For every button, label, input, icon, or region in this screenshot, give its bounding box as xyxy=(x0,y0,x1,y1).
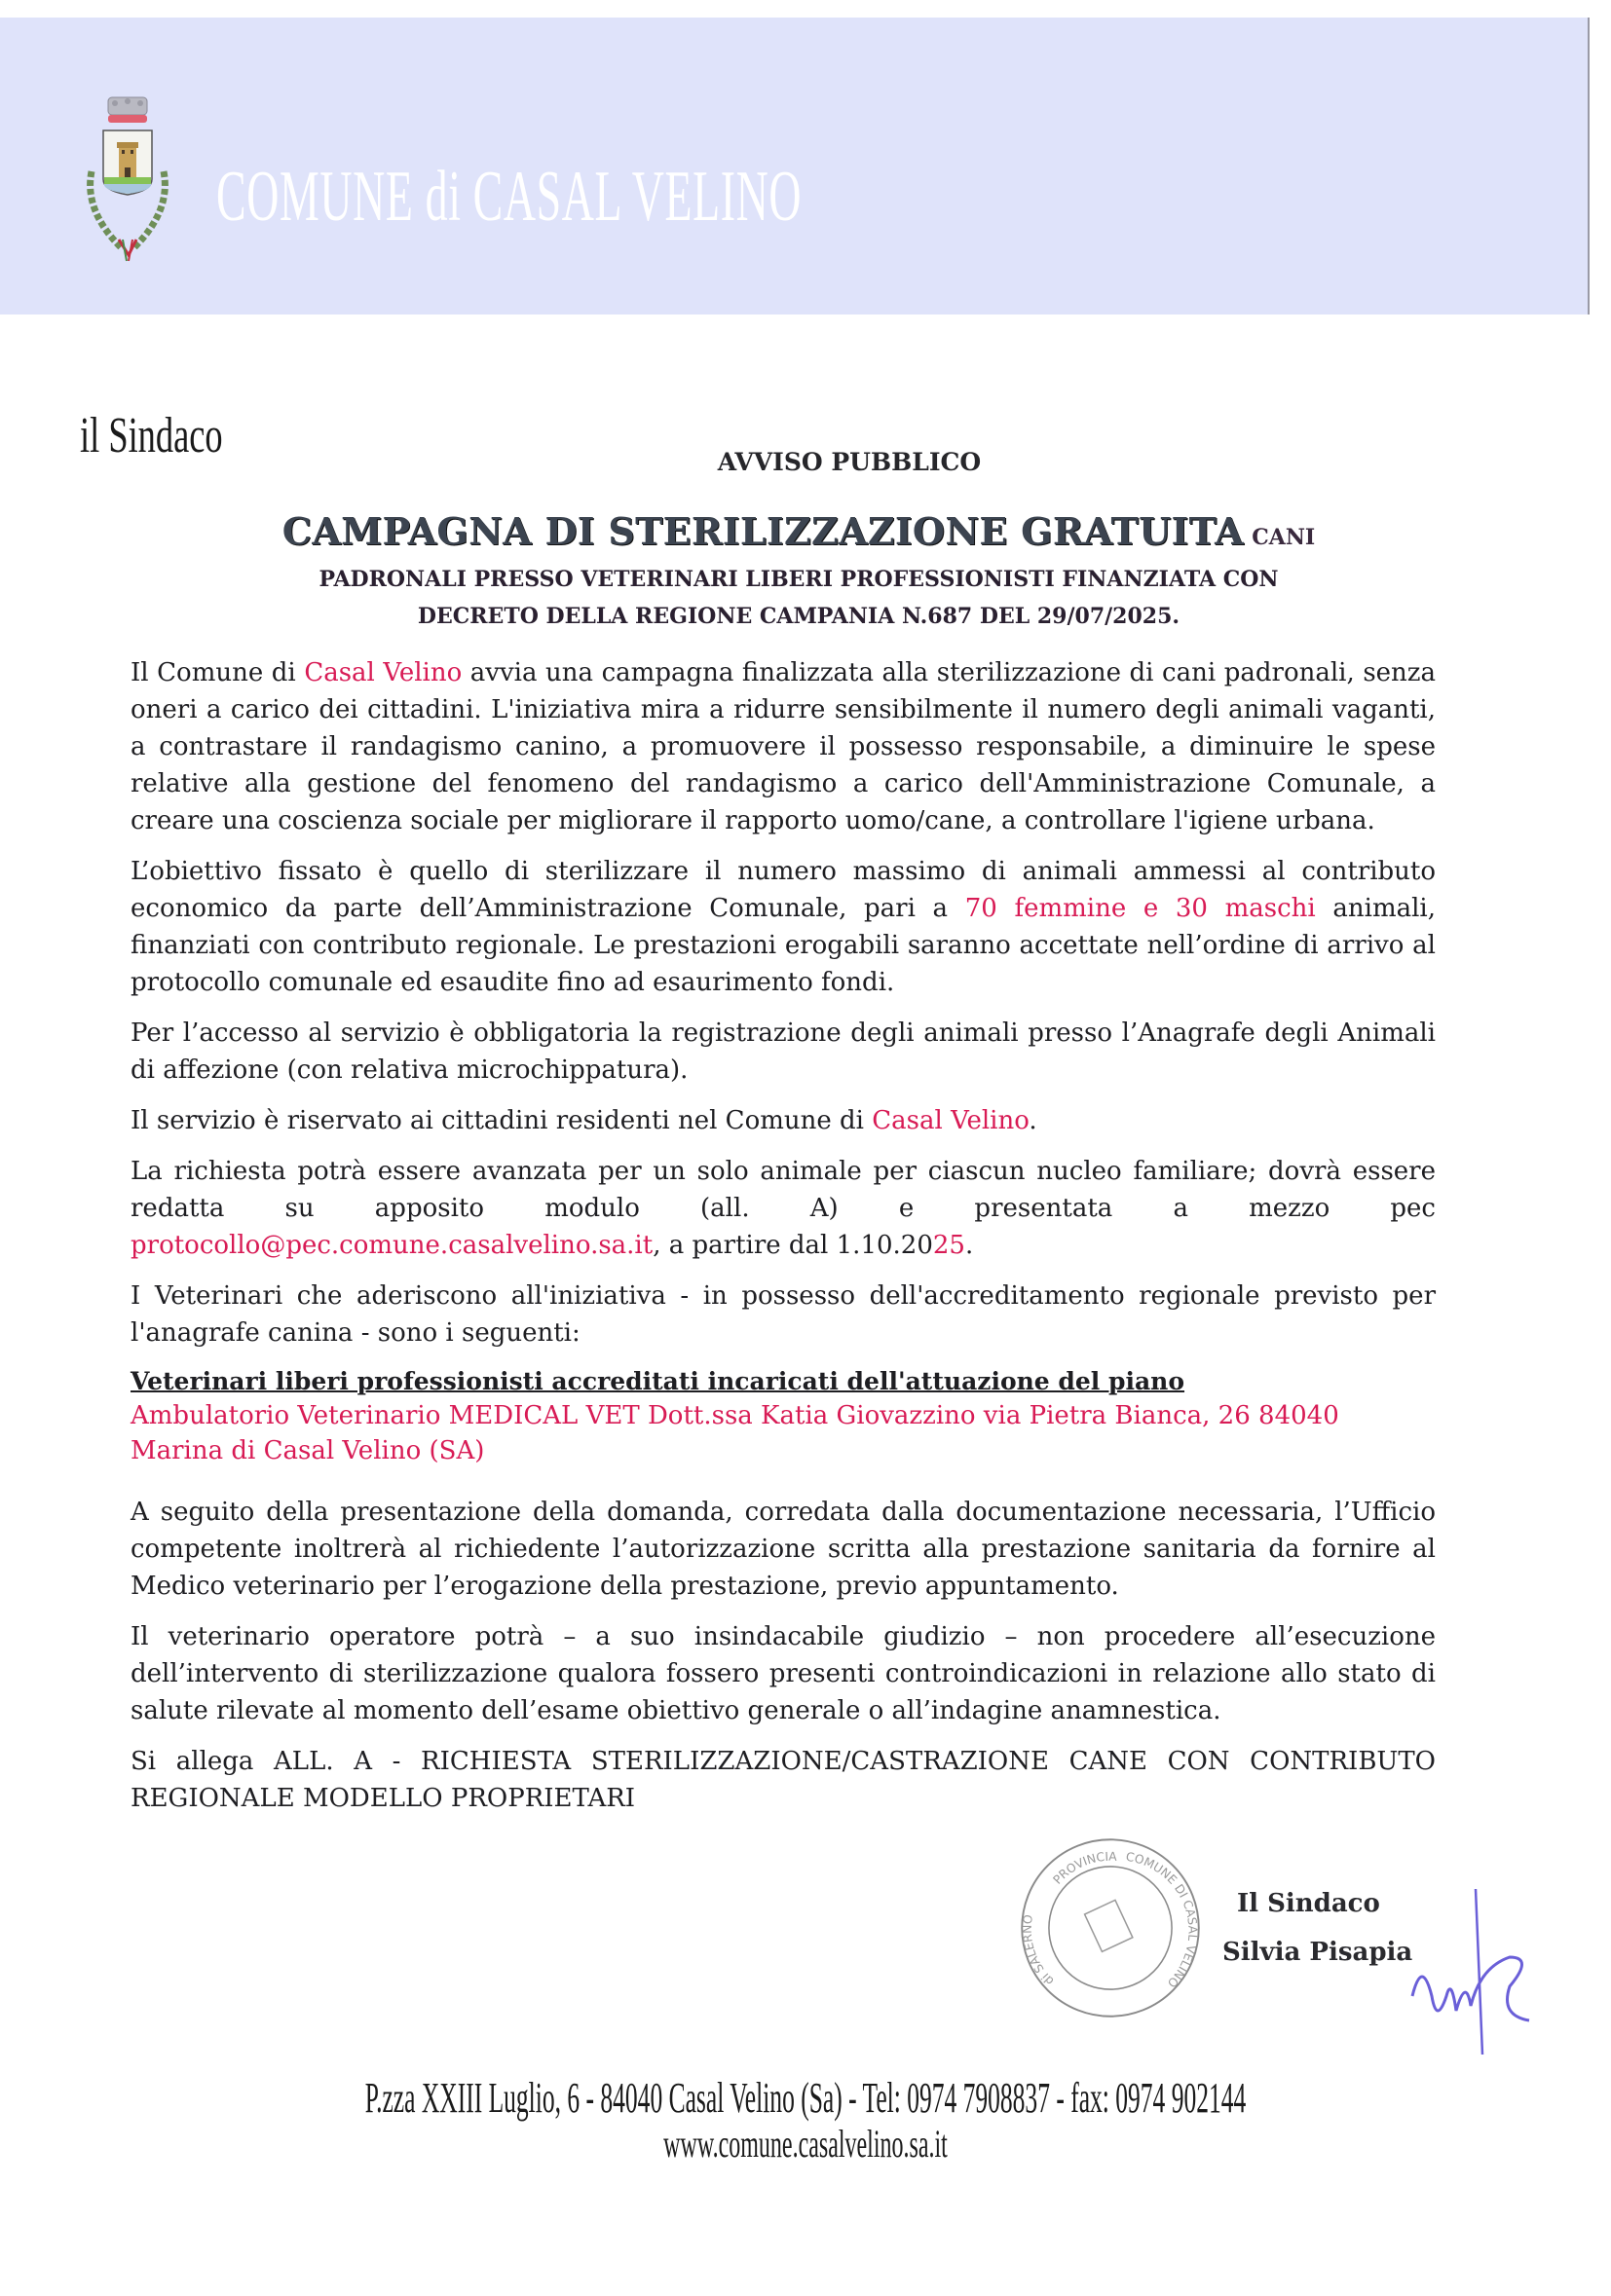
highlight-municipality: Casal Velino xyxy=(872,1106,1030,1135)
svg-text:di SALERNO xyxy=(1021,1913,1057,1987)
text: animali, finanziati con contributo regionale. Le prestazioni erogabili saranno accettate nell’ordine di arrivo al protocollo comunale ed esaudite fino ad esaurimento fondi. xyxy=(131,894,1437,997)
letterhead-band xyxy=(0,18,1590,315)
signature-area xyxy=(0,1831,1611,2074)
paragraph-veterinarians: I Veterinari che aderiscono all'iniziativa - in possesso dell'accreditamento regionale previsto per l'anagrafe canina - sono i seguenti: xyxy=(131,1281,1436,1348)
title-line-2: PADRONALI PRESSO VETERINARI LIBERI PROFESSIONISTI FINANZIATA CON xyxy=(318,567,1279,592)
title-line-1 xyxy=(117,508,1480,561)
text: avvia una campagna finalizzata alla sterilizzazione di cani padronali, senza oneri a carico dei cittadini. L'iniziativa mira a ridurre sensibilmente il numero degli animali vaganti, a contrastare il randagismo canino, a promuovere il possesso responsabile, a diminuire le spese relative alla gestione del fenomeno del randagismo a carico dell'Amministrazione Comunale, a creare una coscienza sociale per migliorare il rapporto uomo/cane, a controllare l'igiene urbana. xyxy=(131,658,1436,835)
title-main: CAMPAGNA DI STERILIZZAZIONE GRATUITA xyxy=(281,509,1244,553)
paragraph-objective xyxy=(131,853,1436,1001)
highlight-quota: 70 femmine e 30 maschi xyxy=(964,894,1316,923)
official-stamp-icon xyxy=(1013,1831,1208,2025)
sender-label: il Sindaco xyxy=(80,408,223,463)
vet-list-heading: Veterinari liberi professionisti accreditati incaricati dell'attuazione del piano xyxy=(131,1367,1185,1395)
text: . xyxy=(964,1231,974,1260)
text: . xyxy=(1029,1106,1037,1135)
stamp-right-text: COMUNE DI CASAL VELINO xyxy=(1124,1849,1200,1990)
paragraph-attachment: Si allega ALL. A - RICHIESTA STERILIZZAZIONE/CASTRAZIONE CANE CON CONTRIBUTO REGIONALE MODELLO PROPRIETARI xyxy=(131,1747,1436,1813)
vet-clinic-entry: Ambulatorio Veterinario MEDICAL VET Dott.ssa Katia Giovazzino via Pietra Bianca, 26 84040 Marina di Casal Velino (SA) xyxy=(131,1401,1339,1465)
municipality-name: COMUNE di CASAL VELINO xyxy=(216,157,803,237)
stamp-left-text: di SALERNO xyxy=(1020,1913,1057,1988)
title-line-3: DECRETO DELLA REGIONE CAMPANIA N.687 DEL 29/07/2025. xyxy=(417,604,1180,629)
highlight-municipality: Casal Velino xyxy=(304,658,463,687)
handwritten-signature-icon xyxy=(1403,1850,1549,2064)
notice-title xyxy=(117,508,1480,635)
document-page xyxy=(0,18,1611,2296)
date-tail: 25 xyxy=(932,1231,965,1260)
paragraph-procedure: A seguito della presentazione della domanda, corredata dalla documentazione necessaria, l’Ufficio competente inoltrerà al richiedente l’autorizzazione scritta alla prestazione sanitaria da fornire al Medico veterinario per l’erogazione della prestazione, previo appuntamento. xyxy=(131,1498,1436,1601)
text: , a partire dal 1.10.20 xyxy=(653,1231,933,1260)
paragraph-vet-discretion: Il veterinario operatore potrà – a suo insindacabile giudizio – non procedere all’esecuzione dell’intervento di sterilizzazione qualora fossero presenti controindicazioni in relazione allo stato di salute rilevate al momento dell’esame obiettivo generale o all’indagine anamnestica. xyxy=(131,1622,1436,1725)
coat-of-arms-icon xyxy=(64,93,191,269)
stamp-top-text: PROVINCIA xyxy=(1050,1849,1117,1887)
notice-body xyxy=(131,654,1436,1817)
paragraph-residents xyxy=(131,1102,1436,1139)
text: Il servizio è riservato ai cittadini residenti nel Comune di xyxy=(131,1106,873,1135)
heading-row xyxy=(0,407,1611,476)
paragraph-request xyxy=(131,1153,1436,1264)
text: Il Comune di xyxy=(131,658,305,687)
text: La richiesta potrà essere avanzata per un solo animale per ciascun nucleo familiare; dovrà essere redatta su apposito modulo (all. A) e presentata a mezzo pec xyxy=(131,1157,1436,1223)
signatory-name: Silvia Pisapia xyxy=(1222,1938,1413,1967)
signatory-role: Il Sindaco xyxy=(1237,1889,1380,1918)
footer-website-link[interactable]: www.comune.casalvelino.sa.it xyxy=(663,2122,948,2166)
text: L’obiettivo fissato è quello di sterilizzare il numero massimo di animali ammessi al contributo economico da parte dell’Amministrazione Comunale, pari a xyxy=(131,857,1436,923)
letterhead-footer xyxy=(0,2074,1611,2185)
paragraph-registration: Per l’accesso al servizio è obbligatoria la registrazione degli animali presso l’Anagrafe degli Animali di affezione (con relativa microchippatura). xyxy=(131,1018,1436,1085)
title-cani: CANI xyxy=(1252,525,1316,550)
paragraph-intro xyxy=(131,654,1436,839)
pec-email-link[interactable]: protocollo@pec.comune.casalvelino.sa.it xyxy=(131,1231,654,1260)
svg-text:COMUNE DI CASAL VELINO xyxy=(1125,1850,1200,1990)
notice-type: AVVISO PUBBLICO xyxy=(717,448,982,476)
footer-address: P.zza XXIII Luglio, 6 - 84040 Casal Velino (Sa) - Tel: 0974 7908837 - fax: 0974 902144 xyxy=(364,2074,1247,2122)
